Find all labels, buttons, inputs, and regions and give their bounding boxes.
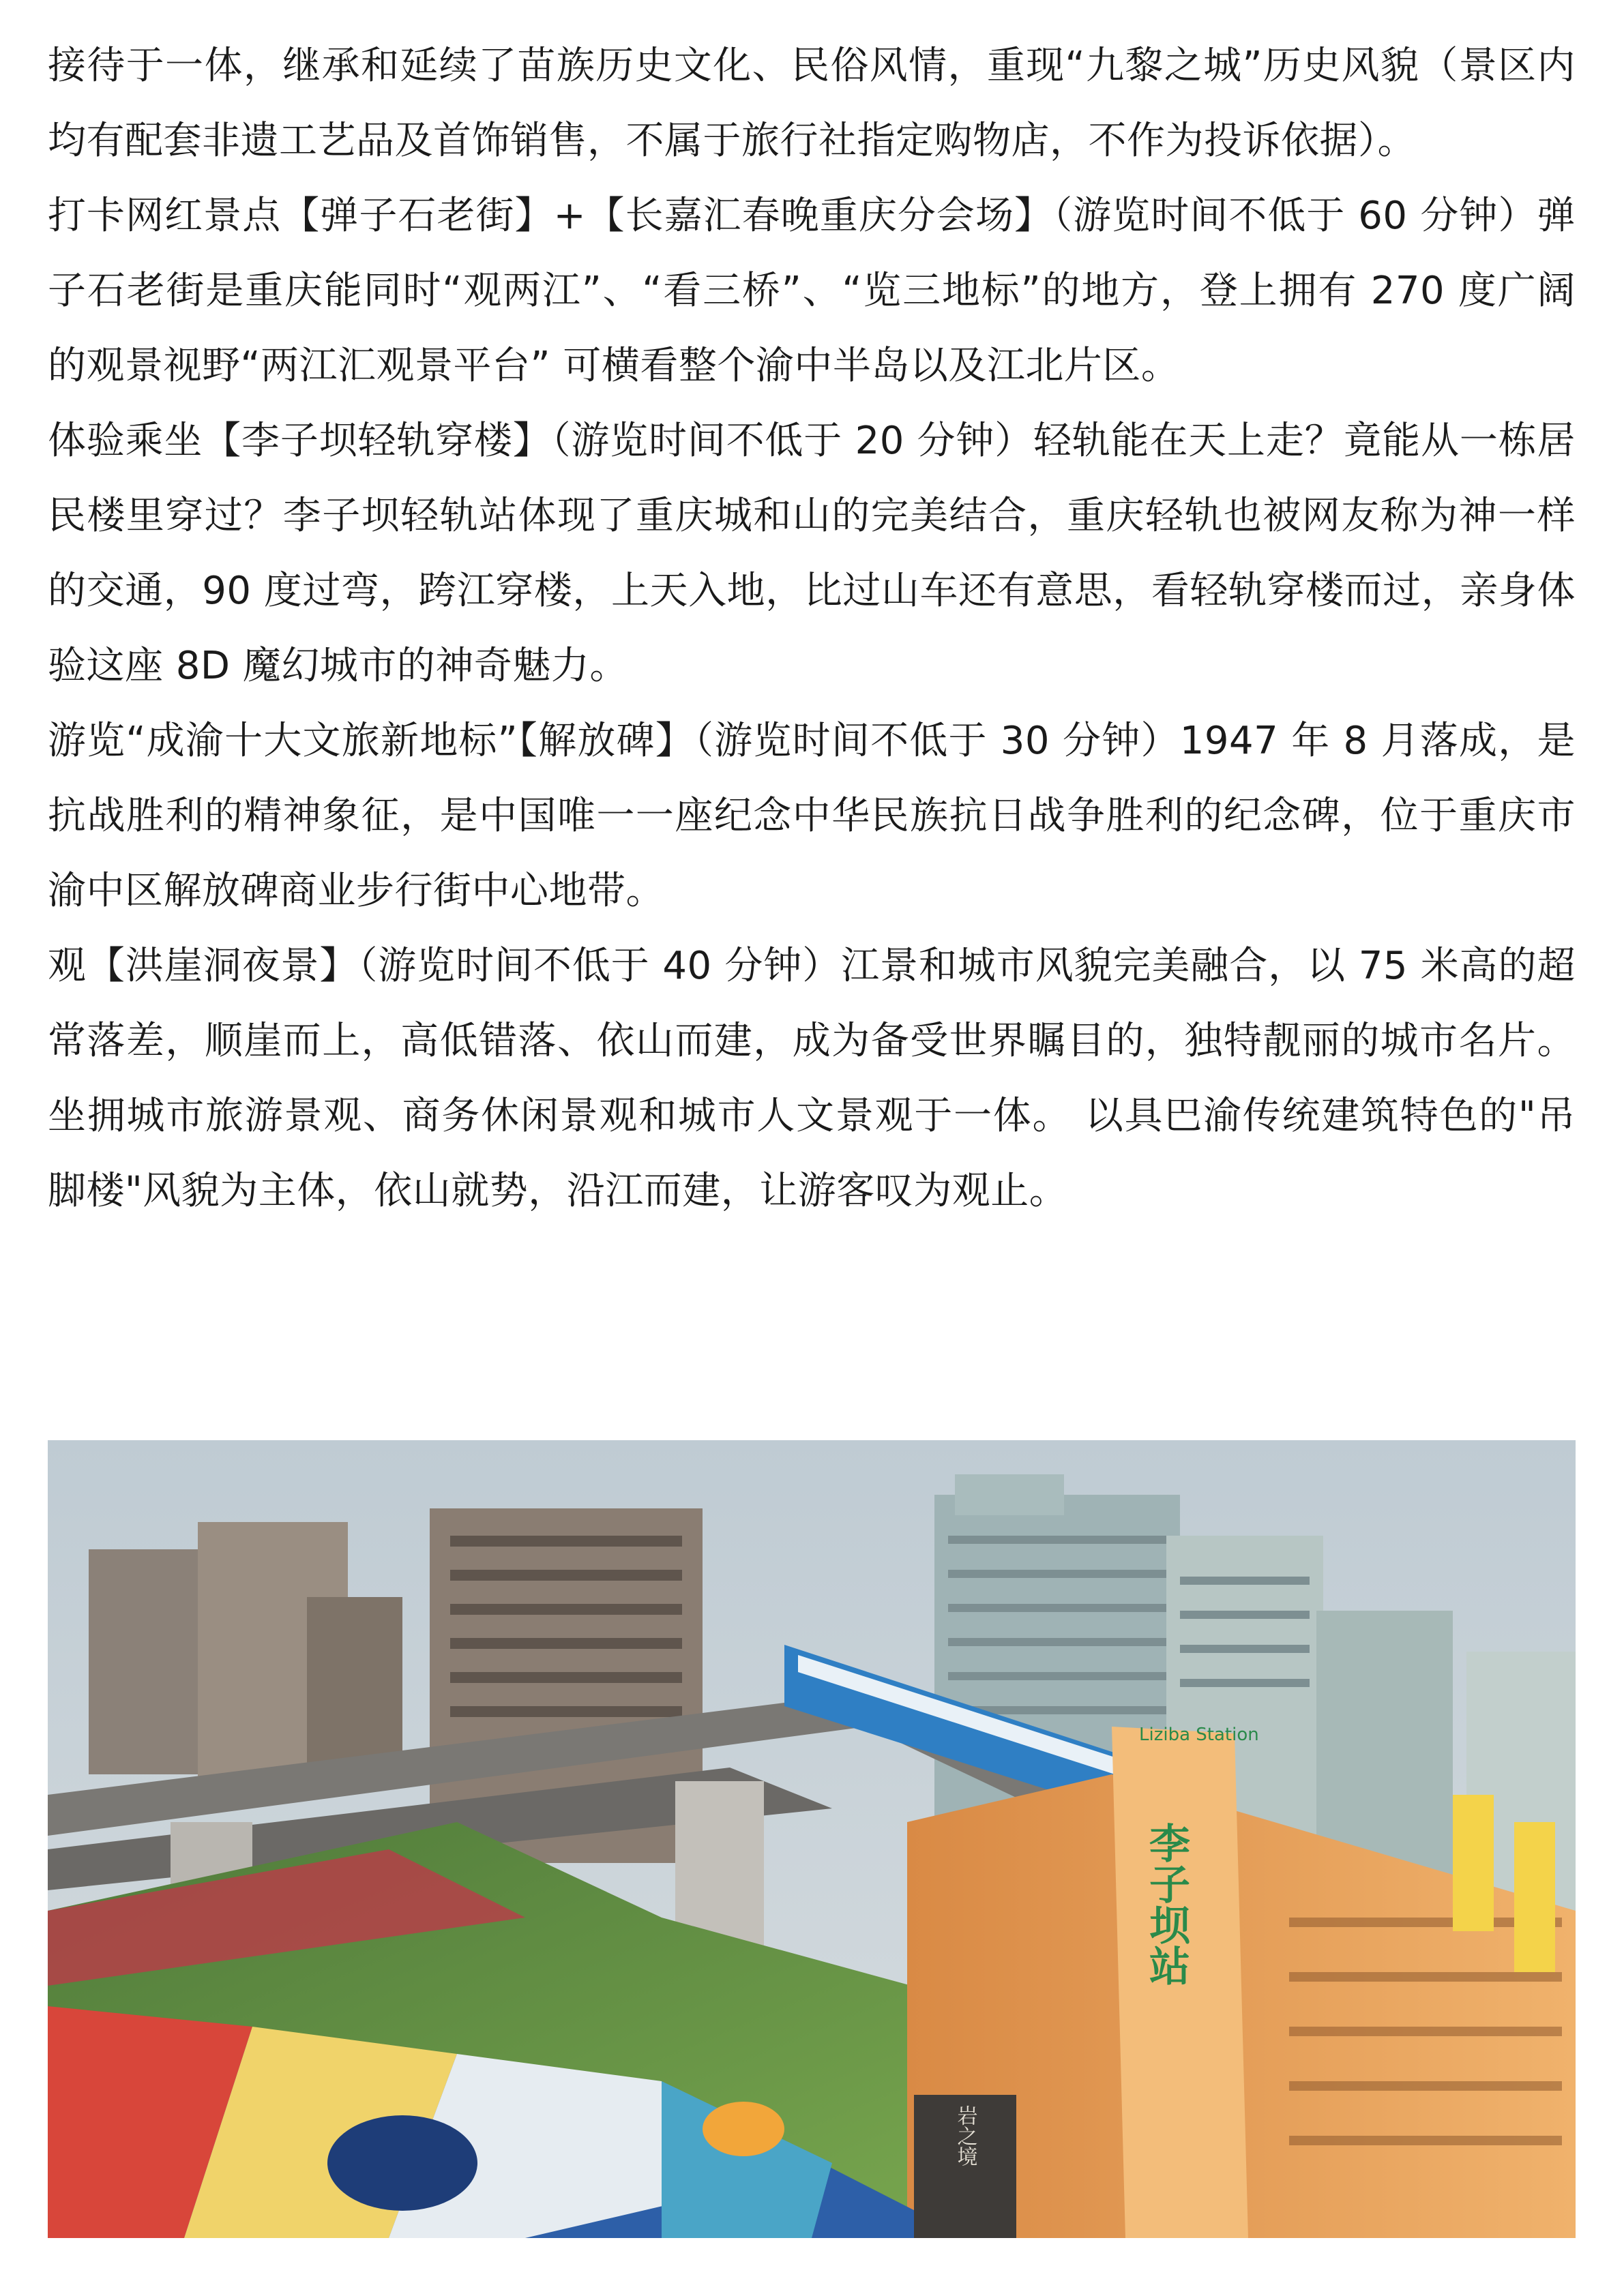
paragraph-jiefangbei: 游览“成渝十大文旅新地标”【解放碑】（游览时间不低于 30 分钟）1947 年 8 月落成，是抗战胜利的精神象征，是中国唯一一座纪念中华民族抗日战争胜利的纪念碑，位于重庆市渝中区解放碑商业步行街中心地带。 xyxy=(48,719,1576,913)
liziba-station-photo xyxy=(48,1440,1576,2238)
paragraph-liziba-monorail: 体验乘坐【李子坝轻轨穿楼】（游览时间不低于 20 分钟）轻轨能在天上走？竟能从一栋居民楼里穿过？李子坝轻轨站体现了重庆城和山的完美结合，重庆轻轨也被网友称为神一样的交通，90 度过弯，跨江穿楼，上天入地，比过山车还有意思，看轻轨穿楼而过，亲身体验这座 8D 魔幻城市的神奇魅力。 xyxy=(48,419,1576,688)
paragraph-miao-village: 接待于一体，继承和延续了苗族历史文化、民俗风情，重现“九黎之城”历史风貌（景区内均有配套非遗工艺品及首饰销售，不属于旅行社指定购物店，不作为投诉依据）。 xyxy=(48,44,1576,163)
photo-illustration xyxy=(48,1440,1576,2238)
station-sign-text: 李子坝站 xyxy=(1142,1822,1190,1986)
stone-tablet-text: 岩之境 xyxy=(953,2105,977,2166)
station-sign-en: Liziba Station xyxy=(1139,1725,1259,1745)
article-body xyxy=(48,29,1576,1229)
paragraph-danzishi-street: 打卡网红景点【弹子石老街】+【长嘉汇春晚重庆分会场】（游览时间不低于 60 分钟）弹子石老街是重庆能同时“观两江”、“看三桥”、“览三地标”的地方，登上拥有 270 度广阔的观景视野“两江汇观景平台” 可横看整个渝中半岛以及江北片区。 xyxy=(48,194,1576,388)
paragraph-hongyadong: 观【洪崖洞夜景】（游览时间不低于 40 分钟）江景和城市风貌完美融合，以 75 米高的超常落差，顺崖而上，高低错落、依山而建，成为备受世界瞩目的，独特靓丽的城市名片。坐拥城市旅游景观、商务休闲景观和城市人文景观于一体。 以具巴渝传统建筑特色的"吊脚楼"风貌为主体，依山就势，沿江而建，让游客叹为观止。 xyxy=(48,944,1576,1213)
